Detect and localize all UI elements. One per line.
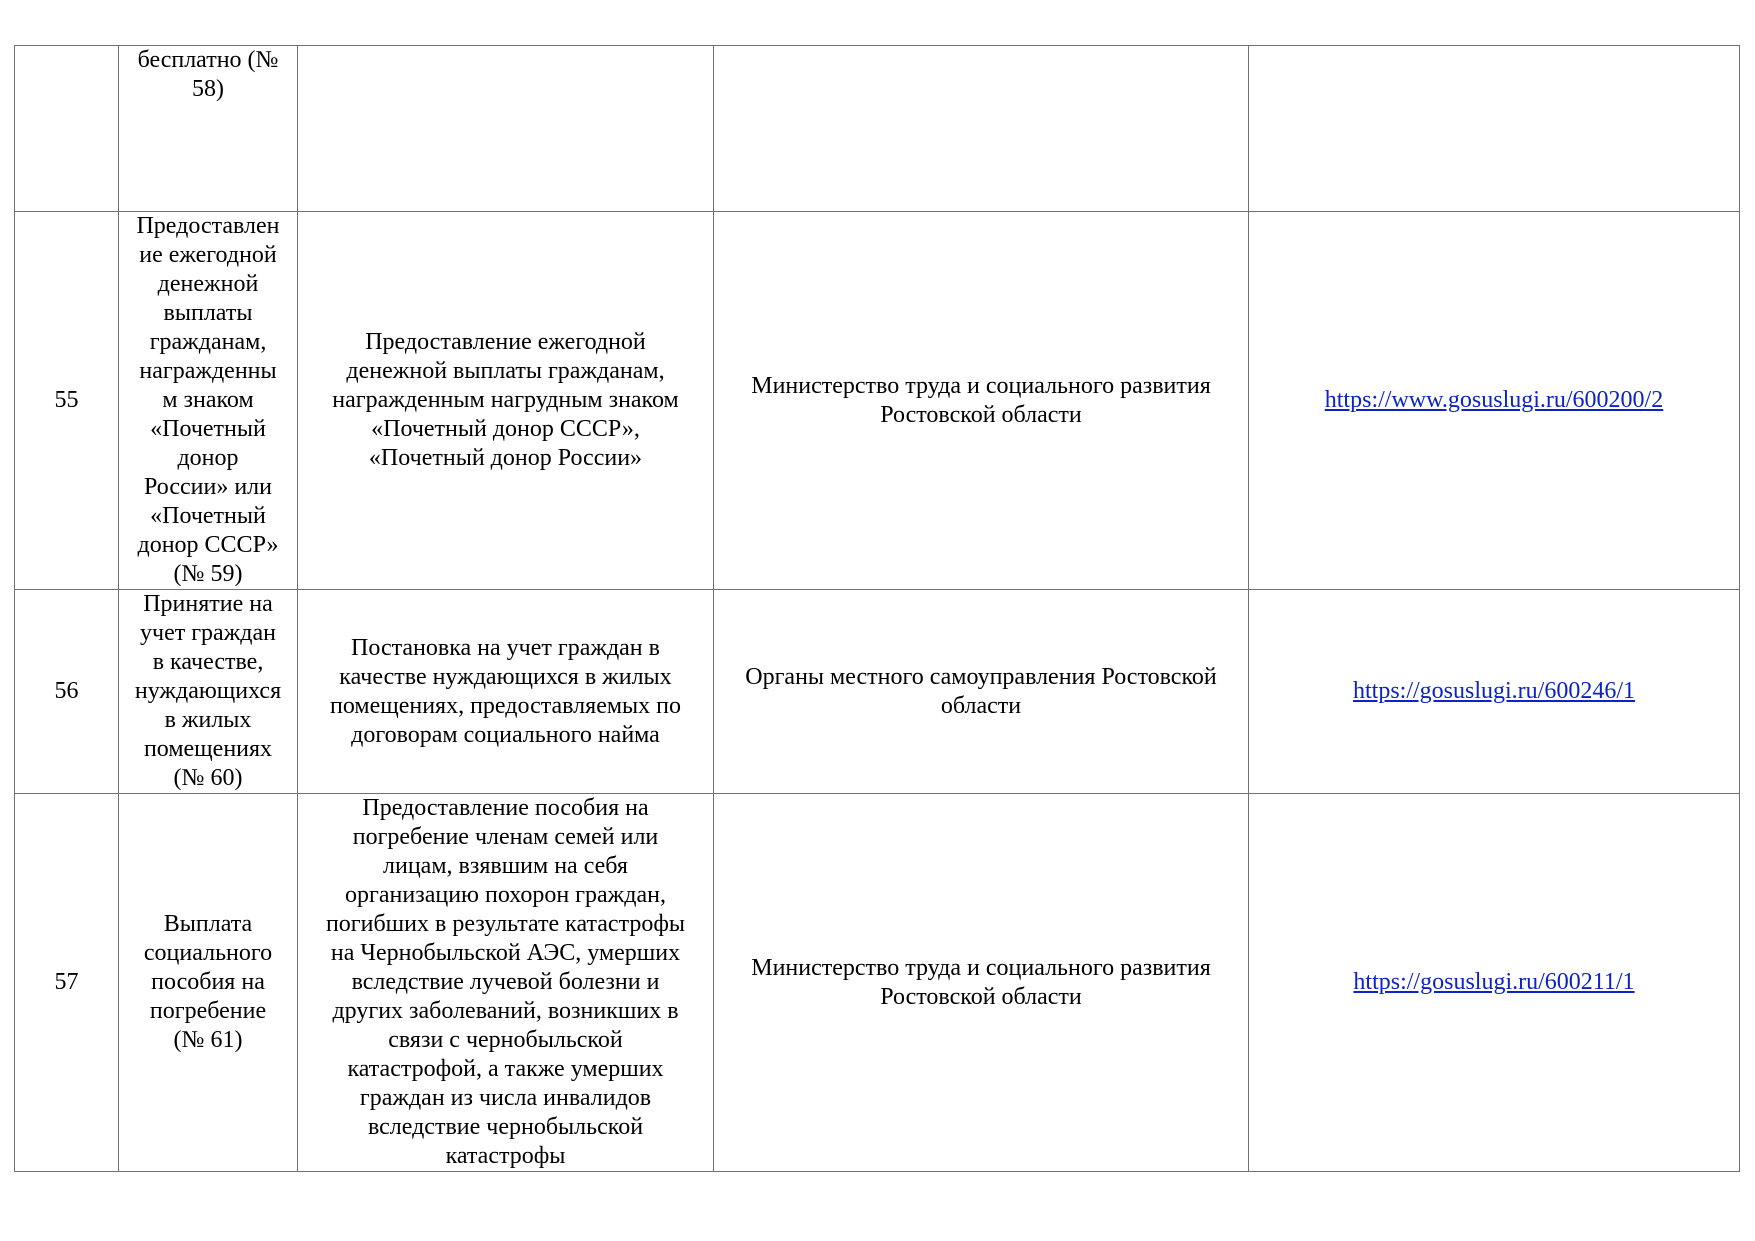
table-row: [15, 46, 1740, 212]
service-description-cell: [298, 212, 714, 590]
row-number-cell: [15, 212, 119, 590]
service-name-cell: [119, 794, 298, 1172]
portal-link-cell: [1249, 212, 1740, 590]
service-description: Предоставление пособия на погребение членам семей или лицам, взявшим на себя организацию похорон граждан, погибших в результате катастрофы на Чернобыльской АЭС, умерших вследствие лучевой болезни и других заболеваний, возникших в связи с чернобыльской катастрофой, а также умерших граждан из числа инвалидов вследствие чернобыльской катастрофы: [325, 795, 686, 1169]
service-name: бесплатно (№ 58): [137, 47, 279, 102]
service-description-cell: [298, 794, 714, 1172]
service-description-cell: [298, 46, 714, 212]
portal-link-cell: [1249, 590, 1740, 794]
services-table: [14, 45, 1740, 1172]
organization-name: Органы местного самоуправления Ростовской области: [745, 663, 1217, 719]
organization-cell: [714, 590, 1249, 794]
organization-cell: [714, 794, 1249, 1172]
row-number: 57: [54, 969, 79, 995]
organization-cell: [714, 212, 1249, 590]
row-number-cell: [15, 46, 119, 212]
service-description: Предоставление ежегодной денежной выплаты гражданам, награжденным нагрудным знаком «Почетный донор СССР», «Почетный донор России»: [332, 329, 679, 471]
table-row: [15, 794, 1740, 1172]
gosuslugi-link[interactable]: https://gosuslugi.ru/600211/1: [1353, 969, 1635, 995]
service-description: Постановка на учет граждан в качестве нуждающихся в жилых помещениях, предоставляемых по договорам социального найма: [330, 634, 681, 748]
row-number: 56: [54, 678, 79, 704]
service-name-cell: [119, 46, 298, 212]
gosuslugi-link[interactable]: https://gosuslugi.ru/600246/1: [1352, 678, 1636, 704]
portal-link-cell: [1249, 794, 1740, 1172]
organization-name: Министерство труда и социального развития Ростовской области: [751, 372, 1211, 428]
portal-link-cell: [1249, 46, 1740, 212]
service-name: Предоставлен ие ежегодной денежной выплаты гражданам, награжденны м знаком «Почетный донор России» или «Почетный донор СССР» (№ 59): [136, 213, 280, 587]
table-row: [15, 212, 1740, 590]
service-name-cell: [119, 590, 298, 794]
gosuslugi-link[interactable]: https://www.gosuslugi.ru/600200/2: [1324, 387, 1664, 413]
row-number-cell: [15, 590, 119, 794]
service-name: Выплата социального пособия на погребение (№ 61): [143, 911, 273, 1053]
row-number: 55: [54, 387, 79, 413]
row-number-cell: [15, 794, 119, 1172]
organization-cell: [714, 46, 1249, 212]
table-row: [15, 590, 1740, 794]
service-name: Принятие на учет граждан в качестве, нуждающихся в жилых помещениях (№ 60): [134, 591, 282, 791]
organization-name: Министерство труда и социального развития Ростовской области: [751, 954, 1211, 1010]
service-name-cell: [119, 212, 298, 590]
service-description-cell: [298, 590, 714, 794]
